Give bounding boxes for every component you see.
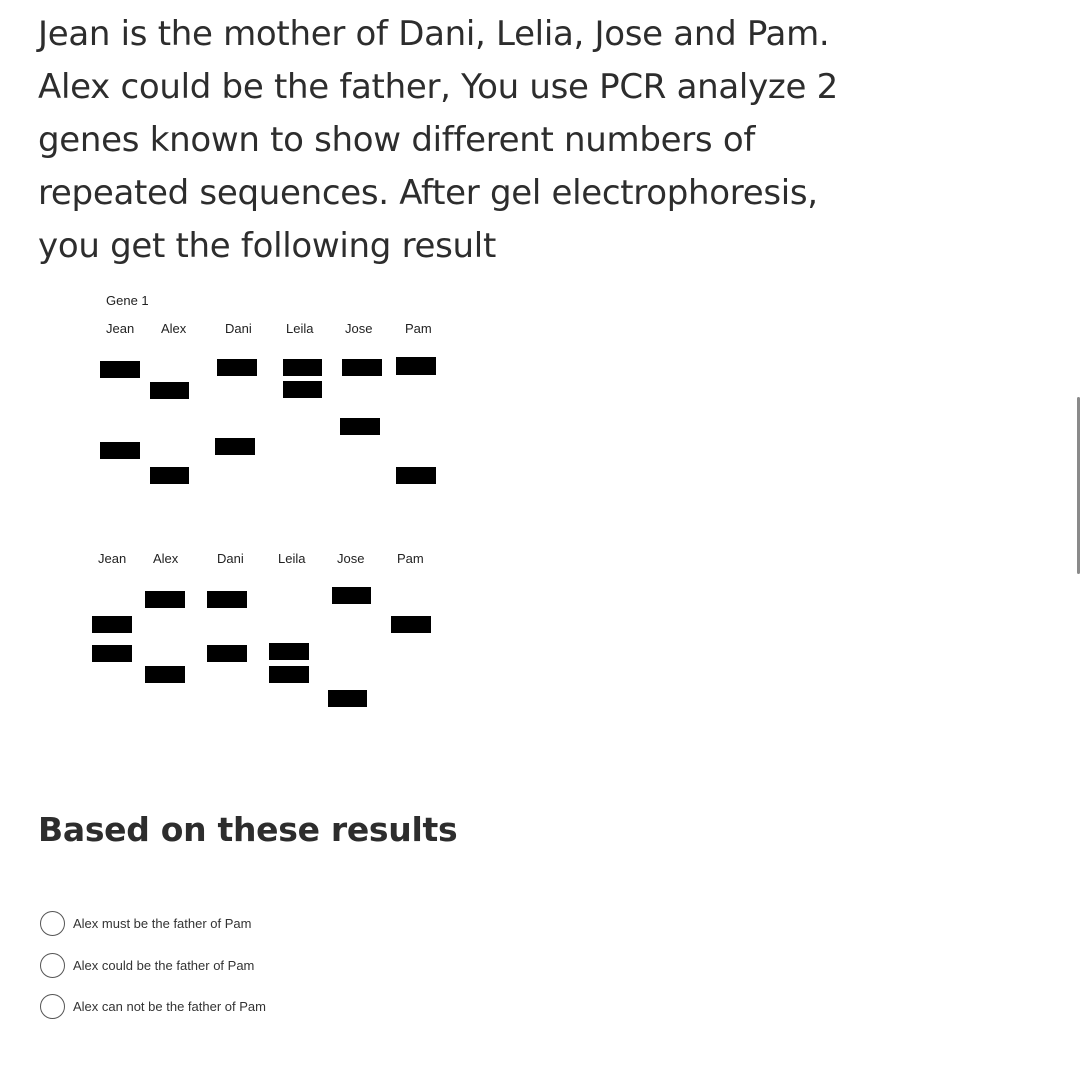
- gel-1-lane-label-dani: Dani: [225, 321, 252, 336]
- gel-1-band-pam: [396, 467, 436, 484]
- question-line: repeated sequences. After gel electrophoresis,: [38, 173, 818, 213]
- question-line: Jean is the mother of Dani, Lelia, Jose and Pam.: [38, 14, 830, 54]
- gel-1-lane-label-jean: Jean: [106, 321, 135, 336]
- gel-1-band-leila: [283, 381, 322, 398]
- section-title: Based on these results: [38, 810, 458, 849]
- gel-1-band-jose: [342, 359, 382, 376]
- question-line: you get the following result: [38, 226, 496, 266]
- gel-1-band-jean: [100, 361, 140, 378]
- gel-2-lane-label-dani: Dani: [217, 551, 244, 566]
- gel-2-band-pam: [391, 616, 431, 633]
- answer-option-label: Alex could be the father of Pam: [73, 958, 255, 973]
- gel-1-band-jean: [100, 442, 140, 459]
- gel-2-band-alex: [145, 591, 185, 608]
- gel-2-band-jean: [92, 616, 132, 633]
- gel-1-lane-label-jose: Jose: [345, 321, 373, 336]
- gel-2-band-jose: [332, 587, 371, 604]
- gel-1-lane-label-leila: Leila: [286, 321, 314, 336]
- radio-button[interactable]: [40, 911, 65, 936]
- gel-1-band-jose: [340, 418, 380, 435]
- gel-2-band-jean: [92, 645, 132, 662]
- gel-1-lane-label-alex: Alex: [161, 321, 187, 336]
- gel-2-band-dani: [207, 645, 247, 662]
- gel-2-lane-label-jose: Jose: [337, 551, 365, 566]
- answer-option-label: Alex can not be the father of Pam: [73, 999, 266, 1014]
- answer-option-cannot[interactable]: [40, 994, 266, 1019]
- gel-2-lane-label-pam: Pam: [397, 551, 424, 566]
- gel-2-band-leila: [269, 666, 309, 683]
- gel-gene-2: [92, 551, 431, 707]
- gel-1-band-dani: [217, 359, 257, 376]
- gel-1-band-alex: [150, 382, 189, 399]
- answer-option-label: Alex must be the father of Pam: [73, 916, 252, 931]
- gel-1-band-leila: [283, 359, 322, 376]
- gel-2-lane-label-jean: Jean: [98, 551, 127, 566]
- radio-button[interactable]: [40, 953, 65, 978]
- gel-2-lane-label-leila: Leila: [278, 551, 306, 566]
- gel-2-band-alex: [145, 666, 185, 683]
- question-line: Alex could be the father, You use PCR analyze 2: [38, 67, 838, 107]
- answer-option-could[interactable]: [40, 953, 254, 978]
- radio-button[interactable]: [40, 994, 65, 1019]
- gel-gene-1: [100, 293, 436, 484]
- gel-1-band-alex: [150, 467, 189, 484]
- answer-option-must[interactable]: [40, 911, 251, 936]
- gel-1-lane-label-pam: Pam: [405, 321, 432, 336]
- gel-1-band-dani: [215, 438, 255, 455]
- question-line: genes known to show different numbers of: [38, 120, 756, 160]
- gel-2-band-jose: [328, 690, 367, 707]
- gel-2-lane-label-alex: Alex: [153, 551, 179, 566]
- gel-1-band-pam: [396, 357, 436, 375]
- gel-1-title: Gene 1: [106, 293, 149, 308]
- gel-2-band-leila: [269, 643, 309, 660]
- gel-2-band-dani: [207, 591, 247, 608]
